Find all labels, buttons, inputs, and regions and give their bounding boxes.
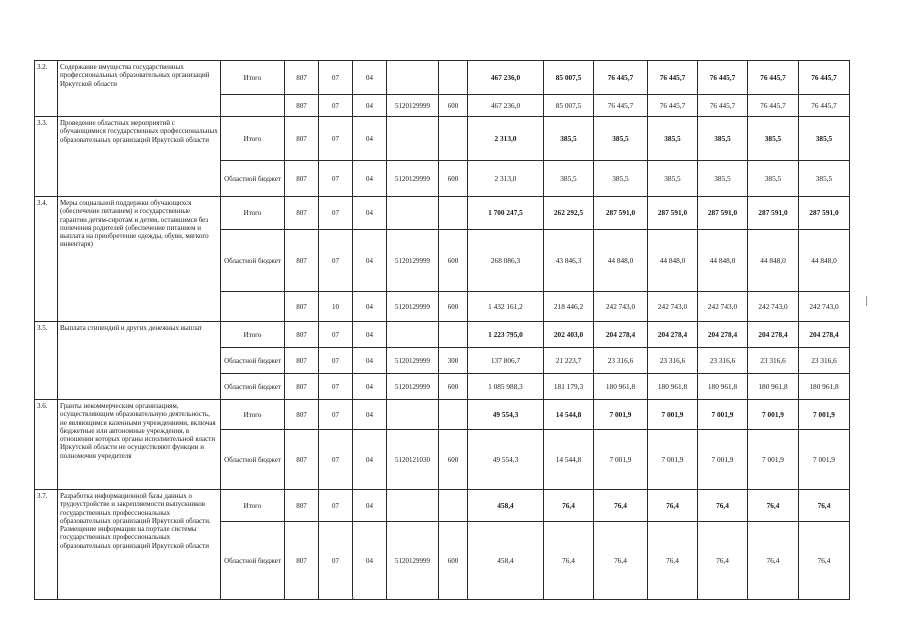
code-subsection: 04 bbox=[353, 95, 387, 117]
amount-year: 204 278,4 bbox=[698, 322, 748, 348]
measure-description: Содержание имущества государственных профессиональных образовательных организаций Иркутской области bbox=[58, 61, 221, 117]
funding-source: Итого bbox=[221, 197, 285, 230]
measure-description: Меры социальной поддержки обучающихся (обеспечение питанием) и государственные гарантии детям-сиротам и детям, оставшимся без попечения родителей (обеспечение питанием и выплата на приобретение одежды, обуви, мягкого инвентаря) bbox=[58, 197, 221, 322]
amount-year: 287 591,0 bbox=[648, 197, 698, 230]
amount-total: 1 085 988,3 bbox=[468, 374, 544, 400]
code-grbs: 807 bbox=[285, 161, 319, 197]
measure-description: Выплата стипендий и других денежных выплат bbox=[58, 322, 221, 400]
amount-year: 262 292,5 bbox=[544, 197, 594, 230]
amount-year: 242 743,0 bbox=[698, 292, 748, 322]
amount-total: 1 700 247,5 bbox=[468, 197, 544, 230]
code-section: 07 bbox=[319, 61, 353, 95]
amount-year: 23 316,6 bbox=[748, 348, 799, 374]
code-section: 07 bbox=[319, 95, 353, 117]
code-section: 10 bbox=[319, 292, 353, 322]
code-subsection: 04 bbox=[353, 161, 387, 197]
code-target-article bbox=[387, 322, 439, 348]
amount-year: 23 316,6 bbox=[799, 348, 850, 374]
code-grbs: 807 bbox=[285, 197, 319, 230]
table-row bbox=[35, 322, 850, 348]
amount-year: 385,5 bbox=[544, 117, 594, 161]
funding-source: Областной бюджет bbox=[221, 348, 285, 374]
amount-year: 242 743,0 bbox=[748, 292, 799, 322]
code-section: 07 bbox=[319, 117, 353, 161]
amount-year: 204 278,4 bbox=[748, 322, 799, 348]
amount-year: 76 445,7 bbox=[799, 61, 850, 95]
amount-year: 44 848,0 bbox=[799, 230, 850, 292]
row-number: 3.3. bbox=[35, 117, 58, 197]
code-expense-type: 600 bbox=[439, 230, 468, 292]
code-target-article: 5120129999 bbox=[387, 522, 439, 600]
amount-total: 458,4 bbox=[468, 522, 544, 600]
amount-year: 85 007,5 bbox=[544, 95, 594, 117]
row-number: 3.5. bbox=[35, 322, 58, 400]
amount-year: 180 961,8 bbox=[594, 374, 648, 400]
code-target-article: 5120129999 bbox=[387, 95, 439, 117]
amount-year: 180 961,8 bbox=[748, 374, 799, 400]
code-expense-type bbox=[439, 490, 468, 522]
amount-year: 21 223,7 bbox=[544, 348, 594, 374]
amount-year: 385,5 bbox=[698, 161, 748, 197]
amount-year: 7 001,9 bbox=[594, 400, 648, 430]
amount-year: 204 278,4 bbox=[648, 322, 698, 348]
amount-year: 76 445,7 bbox=[648, 95, 698, 117]
amount-year: 7 001,9 bbox=[698, 400, 748, 430]
amount-total: 1 432 161,2 bbox=[468, 292, 544, 322]
code-target-article: 5120129999 bbox=[387, 230, 439, 292]
amount-year: 76,4 bbox=[594, 490, 648, 522]
amount-year: 7 001,9 bbox=[748, 430, 799, 490]
code-section: 07 bbox=[319, 400, 353, 430]
code-expense-type: 600 bbox=[439, 522, 468, 600]
amount-year: 180 961,8 bbox=[799, 374, 850, 400]
row-number: 3.4. bbox=[35, 197, 58, 322]
amount-total: 137 806,7 bbox=[468, 348, 544, 374]
amount-year: 385,5 bbox=[748, 117, 799, 161]
funding-source bbox=[221, 292, 285, 322]
code-grbs: 807 bbox=[285, 522, 319, 600]
row-number: 3.6. bbox=[35, 400, 58, 490]
amount-year: 76,4 bbox=[748, 490, 799, 522]
measure-description: Разработка информационной базы данных о трудоустройстве и закрепляемости выпускников государственных профессиональных образовательных организаций Иркутской области. Размещение информации на портале системы государственных профессиональных образовательных организаций Иркутской области bbox=[58, 490, 221, 600]
funding-source: Итого bbox=[221, 61, 285, 95]
funding-source: Итого bbox=[221, 490, 285, 522]
amount-year: 7 001,9 bbox=[799, 430, 850, 490]
code-target-article: 5120129999 bbox=[387, 161, 439, 197]
code-grbs: 807 bbox=[285, 348, 319, 374]
code-section: 07 bbox=[319, 322, 353, 348]
table-row bbox=[35, 117, 850, 161]
code-target-article bbox=[387, 117, 439, 161]
amount-year: 287 591,0 bbox=[748, 197, 799, 230]
code-expense-type bbox=[439, 322, 468, 348]
code-target-article bbox=[387, 61, 439, 95]
amount-year: 242 743,0 bbox=[594, 292, 648, 322]
amount-year: 180 961,8 bbox=[648, 374, 698, 400]
code-subsection: 04 bbox=[353, 430, 387, 490]
funding-source bbox=[221, 95, 285, 117]
table-row bbox=[35, 61, 850, 95]
amount-total: 268 086,3 bbox=[468, 230, 544, 292]
code-grbs: 807 bbox=[285, 322, 319, 348]
amount-year: 385,5 bbox=[544, 161, 594, 197]
code-grbs: 807 bbox=[285, 490, 319, 522]
code-expense-type: 600 bbox=[439, 292, 468, 322]
code-subsection: 04 bbox=[353, 400, 387, 430]
funding-source: Областной бюджет bbox=[221, 430, 285, 490]
amount-year: 242 743,0 bbox=[799, 292, 850, 322]
code-grbs: 807 bbox=[285, 230, 319, 292]
row-number: 3.7. bbox=[35, 490, 58, 600]
amount-year: 76,4 bbox=[799, 490, 850, 522]
code-section: 07 bbox=[319, 430, 353, 490]
row-number: 3.2. bbox=[35, 61, 58, 117]
code-subsection: 04 bbox=[353, 61, 387, 95]
code-section: 07 bbox=[319, 490, 353, 522]
code-target-article: 5120129999 bbox=[387, 348, 439, 374]
amount-year: 385,5 bbox=[648, 117, 698, 161]
code-section: 07 bbox=[319, 374, 353, 400]
amount-year: 385,5 bbox=[799, 161, 850, 197]
amount-year: 76 445,7 bbox=[594, 95, 648, 117]
amount-year: 14 544,8 bbox=[544, 430, 594, 490]
amount-year: 44 848,0 bbox=[594, 230, 648, 292]
code-subsection: 04 bbox=[353, 322, 387, 348]
code-section: 07 bbox=[319, 348, 353, 374]
amount-year: 76 445,7 bbox=[748, 95, 799, 117]
code-grbs: 807 bbox=[285, 430, 319, 490]
code-grbs: 807 bbox=[285, 61, 319, 95]
code-grbs: 807 bbox=[285, 95, 319, 117]
funding-source: Областной бюджет bbox=[221, 230, 285, 292]
code-section: 07 bbox=[319, 197, 353, 230]
amount-year: 44 848,0 bbox=[698, 230, 748, 292]
code-expense-type: 600 bbox=[439, 374, 468, 400]
code-expense-type: 600 bbox=[439, 95, 468, 117]
amount-year: 85 007,5 bbox=[544, 61, 594, 95]
code-subsection: 04 bbox=[353, 522, 387, 600]
amount-total: 49 554,3 bbox=[468, 430, 544, 490]
amount-total: 1 223 795,0 bbox=[468, 322, 544, 348]
amount-year: 76,4 bbox=[544, 490, 594, 522]
amount-year: 76,4 bbox=[748, 522, 799, 600]
code-subsection: 04 bbox=[353, 197, 387, 230]
amount-year: 76 445,7 bbox=[799, 95, 850, 117]
code-expense-type bbox=[439, 197, 468, 230]
amount-year: 76 445,7 bbox=[698, 95, 748, 117]
funding-source: Итого bbox=[221, 117, 285, 161]
code-expense-type bbox=[439, 117, 468, 161]
amount-year: 44 848,0 bbox=[648, 230, 698, 292]
funding-source: Итого bbox=[221, 400, 285, 430]
amount-year: 7 001,9 bbox=[748, 400, 799, 430]
table-row bbox=[35, 197, 850, 230]
amount-year: 204 278,4 bbox=[594, 322, 648, 348]
funding-source: Итого bbox=[221, 322, 285, 348]
amount-total: 49 554,3 bbox=[468, 400, 544, 430]
code-expense-type: 600 bbox=[439, 430, 468, 490]
amount-year: 385,5 bbox=[594, 117, 648, 161]
amount-year: 181 179,3 bbox=[544, 374, 594, 400]
amount-year: 385,5 bbox=[698, 117, 748, 161]
code-target-article: 5120129999 bbox=[387, 292, 439, 322]
code-target-article bbox=[387, 197, 439, 230]
code-expense-type bbox=[439, 61, 468, 95]
amount-year: 180 961,8 bbox=[698, 374, 748, 400]
code-target-article: 5120121030 bbox=[387, 430, 439, 490]
amount-year: 76 445,7 bbox=[648, 61, 698, 95]
funding-source: Областной бюджет bbox=[221, 161, 285, 197]
code-grbs: 807 bbox=[285, 400, 319, 430]
code-subsection: 04 bbox=[353, 348, 387, 374]
amount-year: 44 848,0 bbox=[748, 230, 799, 292]
table-body bbox=[35, 61, 850, 600]
amount-year: 287 591,0 bbox=[594, 197, 648, 230]
amount-total: 2 313,0 bbox=[468, 117, 544, 161]
amount-total: 467 236,0 bbox=[468, 95, 544, 117]
code-grbs: 807 bbox=[285, 117, 319, 161]
amount-year: 76,4 bbox=[698, 522, 748, 600]
amount-year: 23 316,6 bbox=[648, 348, 698, 374]
measure-description: Проведение областных мероприятий с обучающимися государственных профессиональных образовательных организаций Иркутской области bbox=[58, 117, 221, 197]
code-section: 07 bbox=[319, 230, 353, 292]
amount-year: 14 544,8 bbox=[544, 400, 594, 430]
code-subsection: 04 bbox=[353, 117, 387, 161]
amount-year: 287 591,0 bbox=[799, 197, 850, 230]
table-row bbox=[35, 400, 850, 430]
amount-year: 76,4 bbox=[698, 490, 748, 522]
table-row bbox=[35, 490, 850, 522]
amount-year: 7 001,9 bbox=[648, 400, 698, 430]
amount-year: 76,4 bbox=[544, 522, 594, 600]
measure-description: Гранты некоммерческим организациям, осуществляющим образовательную деятельность, не являющимся казенными учреждениями, включая бюджетные или автономные учреждения, в отношении которых органы исполнительной власти Иркутской области не осуществляют функции и полномочия учредителя bbox=[58, 400, 221, 490]
amount-total: 2 313,0 bbox=[468, 161, 544, 197]
code-expense-type bbox=[439, 400, 468, 430]
amount-year: 43 846,3 bbox=[544, 230, 594, 292]
amount-year: 204 278,4 bbox=[799, 322, 850, 348]
code-target-article bbox=[387, 490, 439, 522]
amount-year: 76,4 bbox=[594, 522, 648, 600]
code-grbs: 807 bbox=[285, 292, 319, 322]
amount-year: 76 445,7 bbox=[594, 61, 648, 95]
funding-source: Областной бюджет bbox=[221, 522, 285, 600]
amount-year: 23 316,6 bbox=[594, 348, 648, 374]
amount-year: 385,5 bbox=[594, 161, 648, 197]
amount-year: 385,5 bbox=[799, 117, 850, 161]
amount-year: 76,4 bbox=[799, 522, 850, 600]
amount-year: 242 743,0 bbox=[648, 292, 698, 322]
amount-year: 76,4 bbox=[648, 522, 698, 600]
code-subsection: 04 bbox=[353, 490, 387, 522]
code-target-article bbox=[387, 400, 439, 430]
amount-total: 467 236,0 bbox=[468, 61, 544, 95]
amount-year: 76 445,7 bbox=[698, 61, 748, 95]
amount-year: 7 001,9 bbox=[698, 430, 748, 490]
code-section: 07 bbox=[319, 522, 353, 600]
amount-year: 287 591,0 bbox=[698, 197, 748, 230]
code-expense-type: 300 bbox=[439, 348, 468, 374]
code-grbs: 807 bbox=[285, 374, 319, 400]
amount-year: 23 316,6 bbox=[698, 348, 748, 374]
amount-year: 7 001,9 bbox=[648, 430, 698, 490]
scan-edge-mark bbox=[866, 296, 867, 306]
amount-year: 202 403,0 bbox=[544, 322, 594, 348]
code-section: 07 bbox=[319, 161, 353, 197]
amount-year: 385,5 bbox=[648, 161, 698, 197]
amount-year: 7 001,9 bbox=[594, 430, 648, 490]
amount-year: 76 445,7 bbox=[748, 61, 799, 95]
amount-total: 458,4 bbox=[468, 490, 544, 522]
scan-dot-mark bbox=[352, 597, 354, 598]
code-expense-type: 600 bbox=[439, 161, 468, 197]
amount-year: 7 001,9 bbox=[799, 400, 850, 430]
budget-table bbox=[34, 60, 850, 600]
amount-year: 76,4 bbox=[648, 490, 698, 522]
code-target-article: 5120129999 bbox=[387, 374, 439, 400]
funding-source: Областной бюджет bbox=[221, 374, 285, 400]
code-subsection: 04 bbox=[353, 292, 387, 322]
code-subsection: 04 bbox=[353, 230, 387, 292]
code-subsection: 04 bbox=[353, 374, 387, 400]
amount-year: 218 446,2 bbox=[544, 292, 594, 322]
amount-year: 385,5 bbox=[748, 161, 799, 197]
